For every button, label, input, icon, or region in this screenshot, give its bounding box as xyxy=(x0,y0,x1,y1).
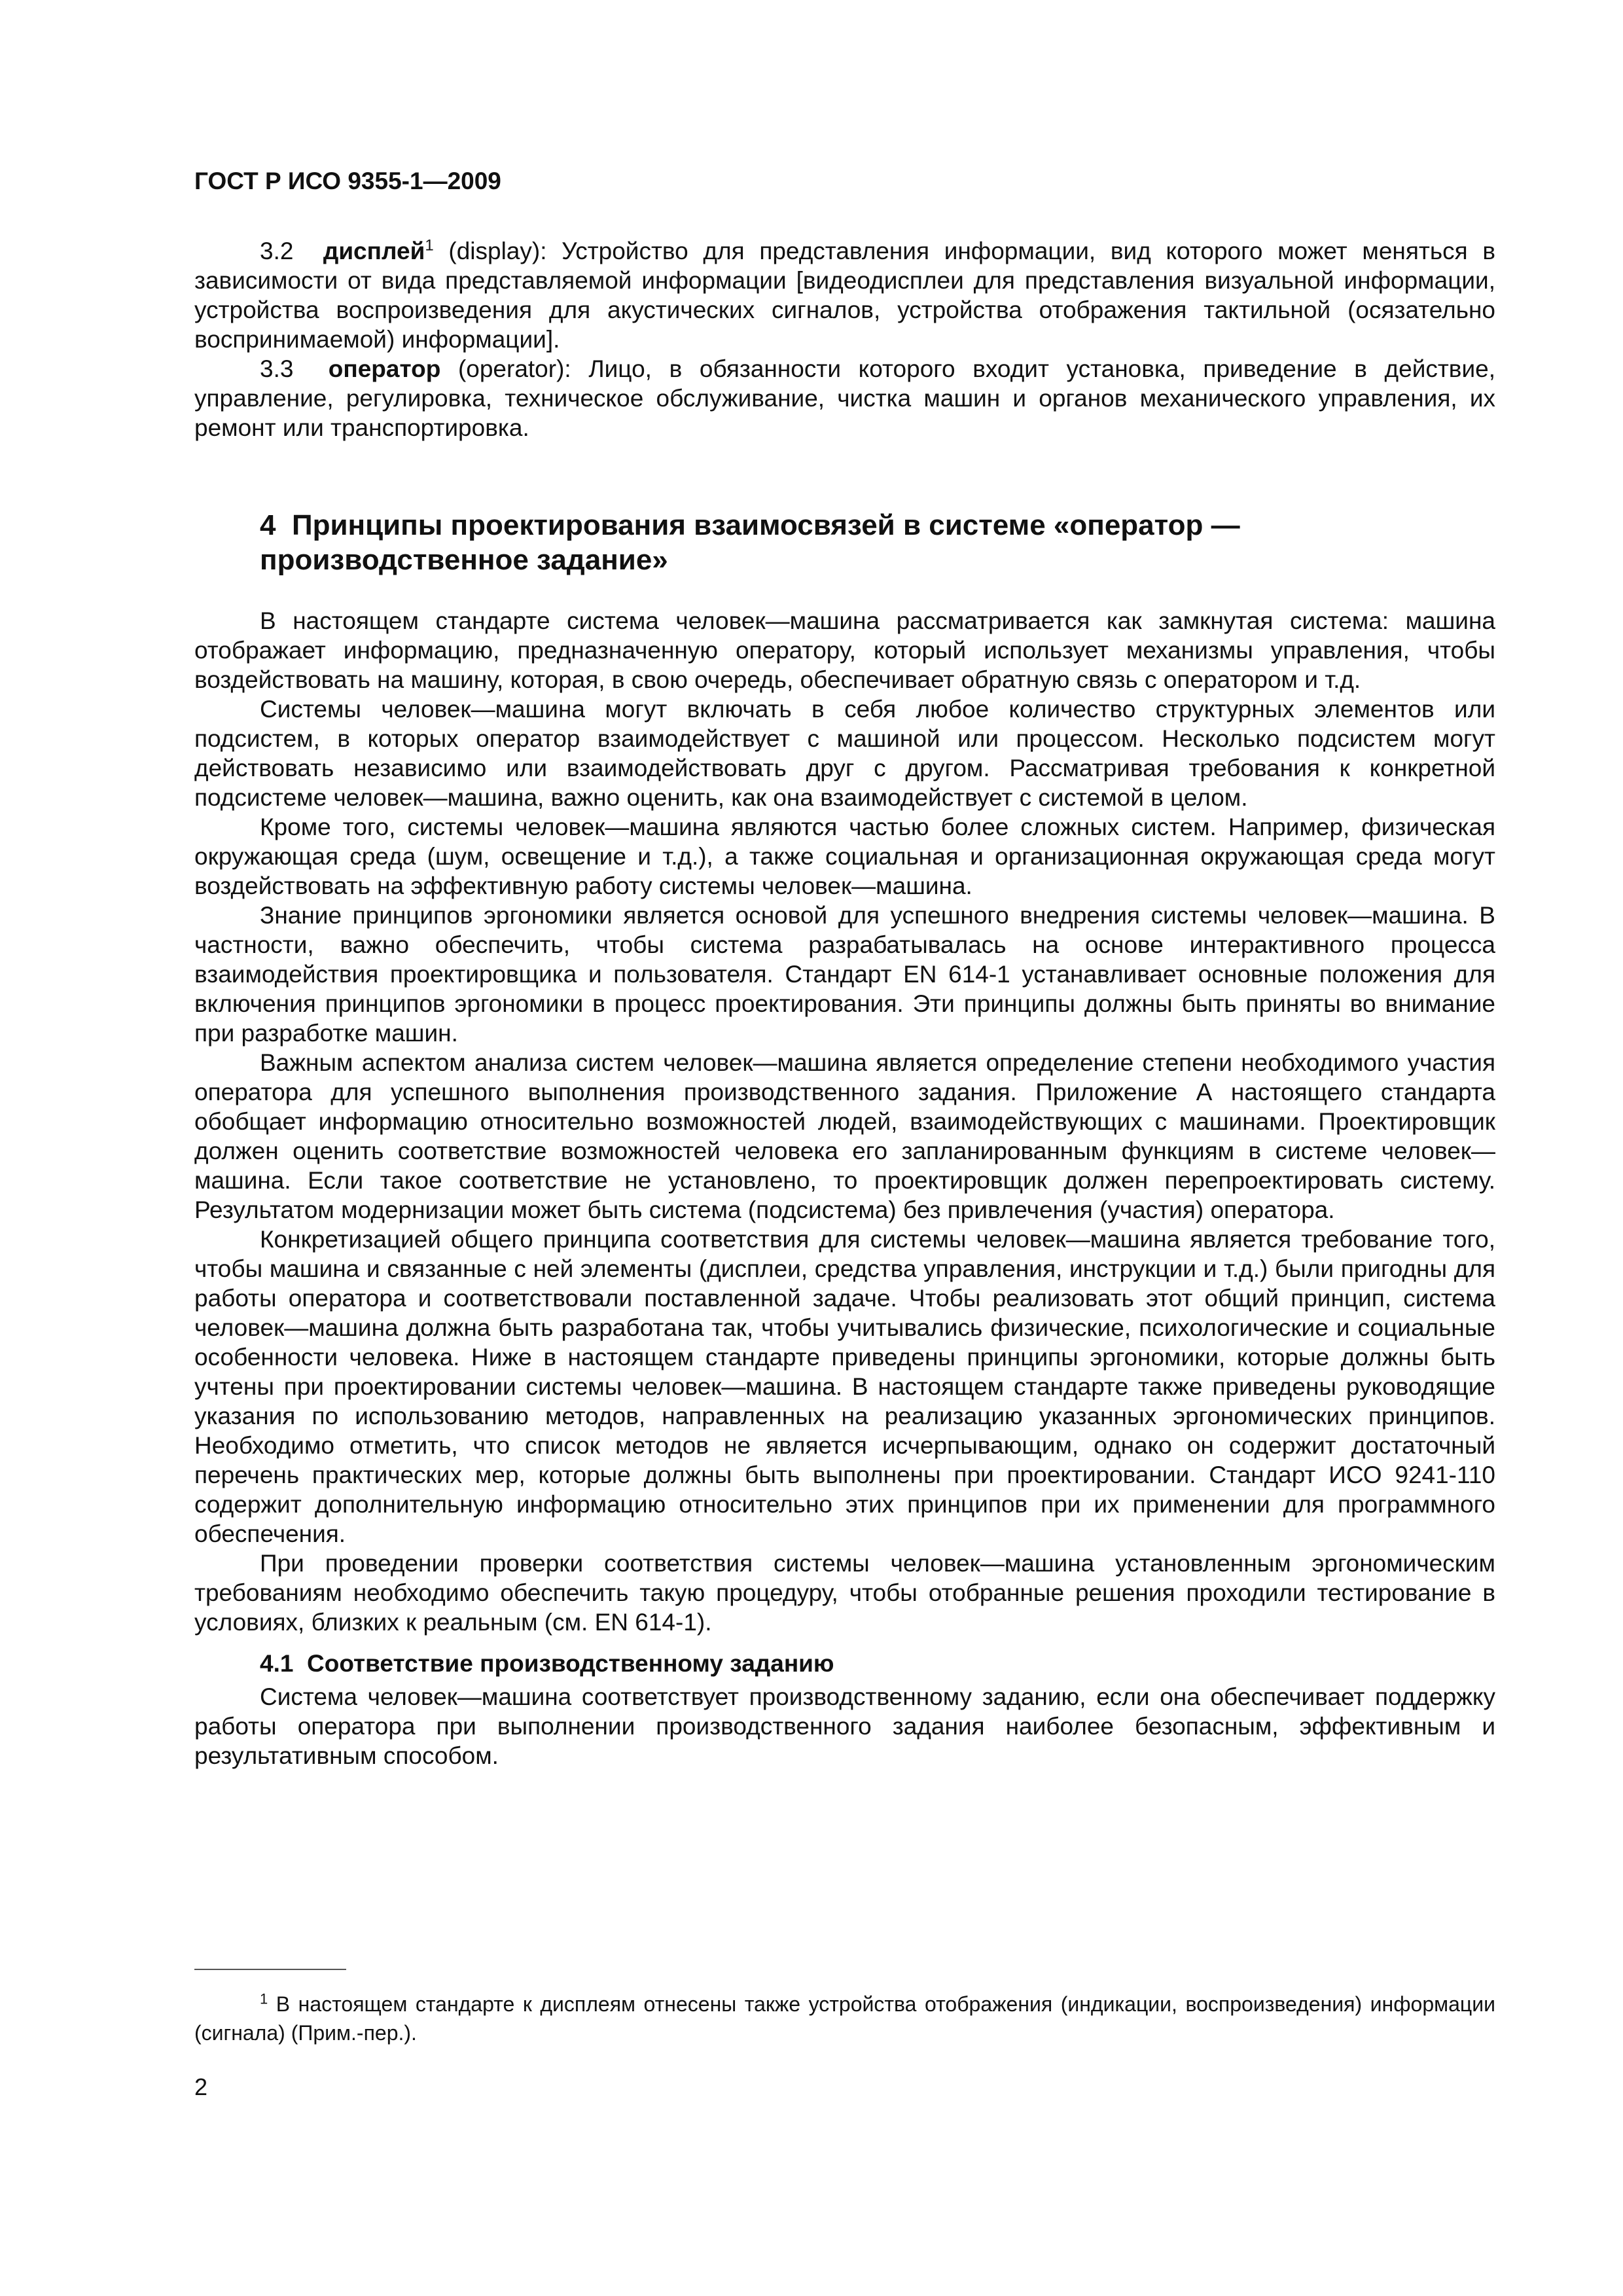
clause-number: 3.3 xyxy=(260,355,294,382)
subsection-title: Соответствие производственному заданию xyxy=(307,1650,834,1677)
subsection-number: 4.1 xyxy=(260,1650,294,1677)
document-header xyxy=(194,167,1495,196)
clause-number: 3.2 xyxy=(260,238,294,264)
footnote-text: В настоящем стандарте к дисплеям отнесены также устройства отображения (индикации, воспроизведения) информации (сигнала) (Прим.-пер.). xyxy=(194,1992,1495,2045)
paragraph: Кроме того, системы человек—машина являются частью более сложных систем. Например, физическая окружающая среда (шум, освещение и т.д.), а также социальная и организационная окружающая среда могут воздействовать на эффективную работу системы человек—машина. xyxy=(194,814,1495,899)
footnote-divider xyxy=(194,1969,346,1970)
section-number: 4 xyxy=(260,509,276,541)
footnote-marker: 1 xyxy=(260,1990,268,2007)
paragraph: При проведении проверки соответствия системы человек—машина установленным эргономическим требованиям необходимо обеспечить такую процедуру, чтобы отобранные решения проходили тестирование в условиях, близких к реальным (см. EN 614-1). xyxy=(194,1550,1495,1636)
footnote xyxy=(194,1990,1495,2047)
definition-3-3 xyxy=(194,354,1495,442)
paragraph: Система человек—машина соответствует производственному заданию, если она обеспечивает поддержку работы оператора при выполнении производственного задания наиболее безопасным, эффективным и результативным способом. xyxy=(194,1683,1495,1769)
definition-text: (display): Устройство для представления информации, вид которого может меняться в зависимости от вида представляемой информации [видеодисплеи для представления визуальной информации, устройства воспроизведения для акустических сигналов, устройства отображения тактильной (осязательно воспринимаемой) информации]. xyxy=(194,238,1496,353)
page-number: 2 xyxy=(194,2073,208,2100)
footnote-ref[interactable]: 1 xyxy=(425,236,434,255)
paragraph: Системы человек—машина могут включать в себя любое количество структурных элементов или подсистем, в которых оператор взаимодействует с машиной или процессом. Несколько подсистем могут действовать независимо или взаимодействовать друг с другом. Рассматривая требования к конкретной подсистеме человек—машина, важно оценить, как она взаимодействует с системой в целом. xyxy=(194,696,1495,811)
paragraph: Знание принципов эргономики является основой для успешного внедрения системы человек—машина. В частности, важно обеспечить, чтобы система разрабатывалась на основе интерактивного процесса взаимодействия проектировщика и пользователя. Стандарт EN 614-1 устанавливает основные положения для включения принципов эргономики в процесс проектирования. Эти принципы должны быть приняты во внимание при разработке машин. xyxy=(194,902,1495,1047)
definition-term: оператор xyxy=(328,355,441,382)
section-title: Принципы проектирования взаимосвязей в системе «оператор — производственное задание» xyxy=(260,509,1240,576)
paragraph: Важным аспектом анализа систем человек—машина является определение степени необходимого участия оператора для успешного выполнения производственного задания. Приложение А настоящего стандарта обобщает информацию относительно возможностей людей, взаимодействующих с машинами. Проектировщик должен оценить соответствие возможностей человека его запланированным функциям в системе человек—машина. Если такое соответствие не установлено, то проектировщик должен перепроектировать систему. Результатом модернизации может быть система (подсистема) без привлечения (участия) оператора. xyxy=(194,1049,1495,1223)
paragraph: Конкретизацией общего принципа соответствия для системы человек—машина является требование того, чтобы машина и связанные с ней элементы (дисплеи, средства управления, инструкции и т.д.) были пригодны для работы оператора и соответствовали поставленной задаче. Чтобы реализовать этот общий принцип, система человек—машина должна быть разработана так, чтобы учитывались физические, психологические и социальные особенности человека. Ниже в настоящем стандарте приведены принципы эргономики, которые должны быть учтены при проектировании системы человек—машина. В настоящем стандарте также приведены руководящие указания по использованию методов, направленных на реализацию указанных эргономических принципов. Необходимо отметить, что список методов не является исчерпывающим, однако он содержит достаточный перечень практических мер, которые должны быть выполнены при проектировании. Стандарт ИСО 9241-110 содержит дополнительную информацию относительно этих принципов при их применении для программного обеспечения. xyxy=(194,1226,1495,1547)
paragraph: В настоящем стандарте система человек—машина рассматривается как замкнутая система: машина отображает информацию, предназначенную оператору, который использует механизмы управления, чтобы воздействовать на машину, которая, в свою очередь, обеспечивает обратную связь с оператором и т.д. xyxy=(194,607,1495,693)
definition-3-2 xyxy=(194,236,1495,354)
section-4-1-heading xyxy=(194,1649,1495,1678)
definition-term: дисплей xyxy=(323,238,425,264)
section-4-heading xyxy=(194,508,1495,577)
document-id: ГОСТ Р ИСО 9355-1—2009 xyxy=(194,168,501,194)
definition-text: (operator): Лицо, в обязанности которого входит установка, приведение в действие, управление, регулировка, техническое обслуживание, чистка машин и органов механического управления, их ремонт или транспортировка. xyxy=(194,355,1495,441)
document-page xyxy=(194,167,1495,1770)
